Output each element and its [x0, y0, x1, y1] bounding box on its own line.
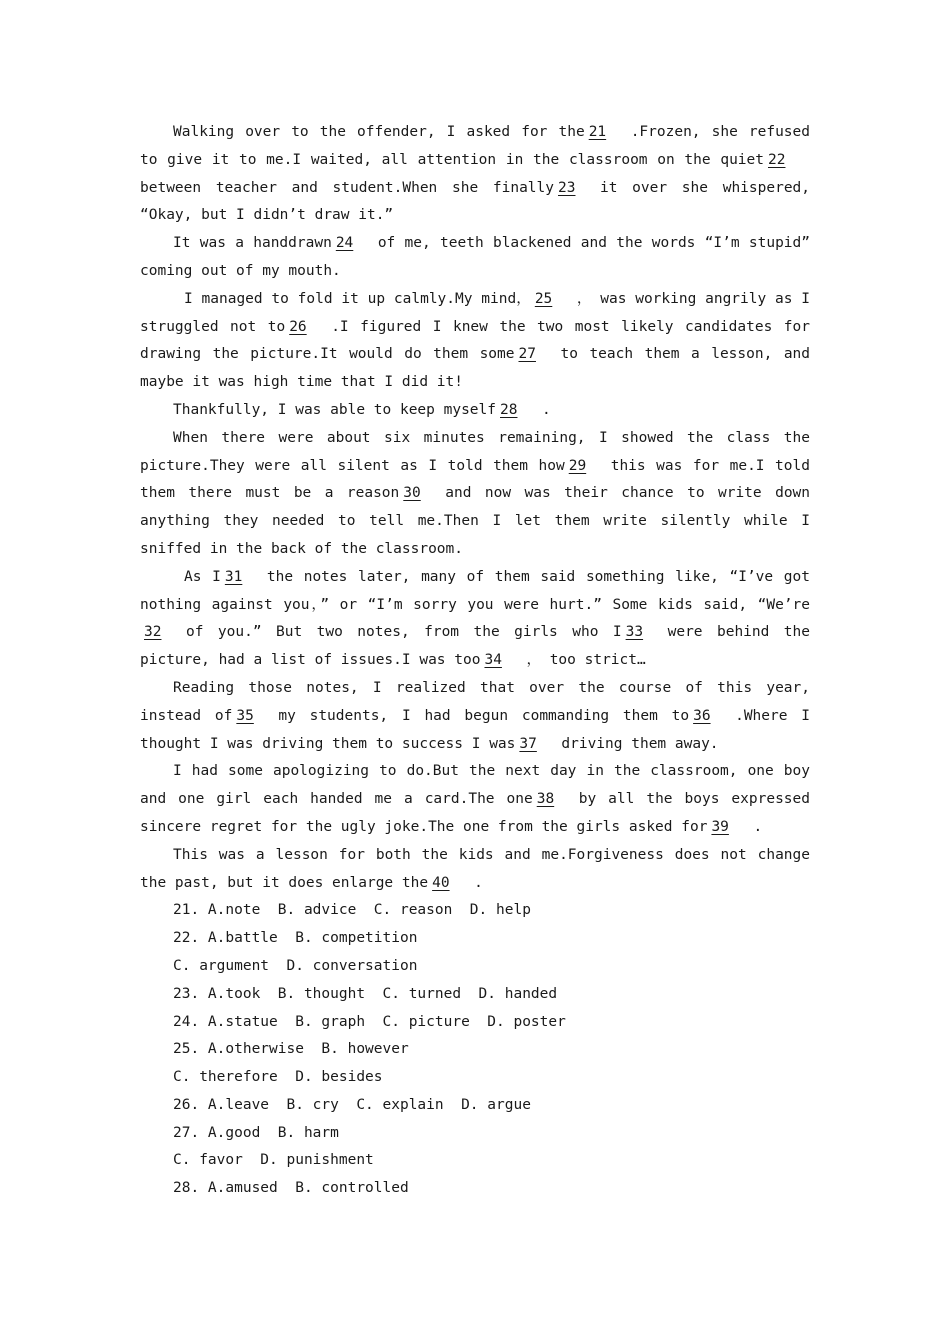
- document-page: [140, 119, 810, 1203]
- blank-number: 34: [484, 652, 502, 669]
- passage-text: were behind the picture, had a list of issues.I was too: [140, 624, 810, 669]
- option-line: 21. A.note B. advice C. reason D. help: [173, 902, 531, 919]
- blank-number: 39: [711, 818, 729, 835]
- option-line: 26. A.leave B. cry C. explain D. argue: [173, 1096, 531, 1113]
- passage-text: my students, I had begun commanding them to: [278, 707, 690, 724]
- blank-number: 21: [588, 124, 607, 140]
- blank-number: 38: [536, 791, 555, 808]
- passage-text: .Frozen, she refused to give it to me.I waited, all attention in the classroom on the quiet: [140, 124, 810, 168]
- blank-number: 28: [500, 401, 518, 418]
- passage-text: When there were about six minutes remaining, I showed the class the picture.They were all silent as I told them how: [140, 429, 810, 474]
- blank-number: 30: [403, 485, 421, 502]
- passage-paragraph: [140, 230, 810, 286]
- blank-number: 27: [518, 346, 536, 363]
- blank-number: 33: [625, 624, 644, 641]
- passage-text: This was a lesson for both the kids and me.Forgiveness does not change the past, but it does enlarge the: [140, 846, 810, 891]
- passage-paragraph: [140, 675, 810, 758]
- passage-text: Thankfully, I was able to keep myself: [173, 401, 497, 418]
- blank-number: 31: [224, 568, 243, 585]
- passage-paragraph: [140, 564, 810, 675]
- passage-text: .: [474, 874, 483, 891]
- option-line: 22. A.battle B. competition: [173, 930, 418, 947]
- blank-number: 32: [144, 624, 162, 641]
- passage-paragraph: [140, 425, 810, 564]
- passage-text: .: [753, 818, 763, 835]
- passage-text: .Where I thought I was driving them to success I was: [140, 707, 810, 752]
- option-line: 27. A.good B. harm: [173, 1124, 339, 1141]
- passage-paragraph: [140, 286, 810, 397]
- passage-paragraph: [140, 842, 810, 898]
- passage-text: I managed to fold it up calmly.My mind，: [184, 290, 531, 307]
- blank-number: 26: [289, 318, 307, 335]
- passage-text: Reading those notes, I realized that over the course of this year, instead of: [140, 679, 810, 724]
- passage-text: by all the boys expressed sincere regret for the ugly joke.The one from the girls asked for: [140, 791, 810, 835]
- passage-text: .I figured I knew the two most likely candidates for drawing the picture.It would do them some: [140, 318, 810, 363]
- passage-text: to teach them a lesson, and maybe it was high time that I did it!: [140, 346, 811, 391]
- passage-text: and now was their chance to write down anything they needed to tell me.Then I let them write silently while I sniffed in the back of the classroom.: [140, 485, 811, 557]
- passage-text: ， was working angrily as I struggled not to: [140, 290, 811, 335]
- passage-paragraph: [140, 758, 810, 841]
- answer-options: [140, 897, 810, 1203]
- option-line: 23. A.took B. thought C. turned D. handed: [173, 985, 558, 1002]
- blank-number: 23: [558, 179, 576, 196]
- blank-number: 24: [335, 235, 354, 252]
- option-line: C. argument D. conversation: [173, 957, 418, 974]
- passage-paragraph: [140, 397, 810, 425]
- option-line: C. favor D. punishment: [173, 1152, 374, 1169]
- blank-number: 22: [768, 151, 786, 168]
- blank-number: 37: [519, 735, 537, 752]
- passage-text: between teacher and student.When she finally: [140, 179, 555, 196]
- passage-text: driving them away.: [561, 735, 719, 752]
- passage-text: of me, teeth blackened and the words “I’m stupid” coming out of my mouth.: [140, 235, 811, 279]
- passage-text: of you.” But two notes, from the girls who I: [186, 624, 622, 641]
- blank-number: 36: [693, 707, 711, 724]
- option-line: C. therefore D. besides: [173, 1069, 383, 1086]
- passage-text: it over she whispered, “Okay, but I didn’t draw it.”: [140, 179, 811, 224]
- blank-number: 35: [236, 707, 254, 724]
- passage-text: I had some apologizing to do.But the next day in the classroom, one boy and one girl each handed me a card.The one: [140, 763, 810, 808]
- passage-text: Walking over to the offender, I asked for the: [173, 124, 585, 140]
- passage-text: .: [542, 401, 551, 418]
- passage-text: the notes later, many of them said something like, “I’ve got nothing against you，” or “I’m sorry you were hurt.” Some kids said, “We’re: [140, 568, 810, 613]
- blank-number: 25: [534, 290, 553, 307]
- passage-paragraph: [140, 119, 810, 230]
- passage-text: As I: [184, 568, 221, 585]
- option-line: 24. A.statue B. graph C. picture D. poster: [173, 1013, 566, 1030]
- blank-number: 29: [568, 457, 587, 474]
- cloze-passage: [140, 119, 810, 897]
- passage-text: ， too strict…: [526, 652, 646, 669]
- passage-text: It was a handdrawn: [173, 235, 332, 252]
- option-line: 28. A.amused B. controlled: [173, 1180, 409, 1197]
- option-line: 25. A.otherwise B. however: [173, 1041, 409, 1058]
- blank-number: 40: [432, 874, 450, 891]
- passage-text: this was for me.I told them there must be a reason: [140, 457, 810, 502]
